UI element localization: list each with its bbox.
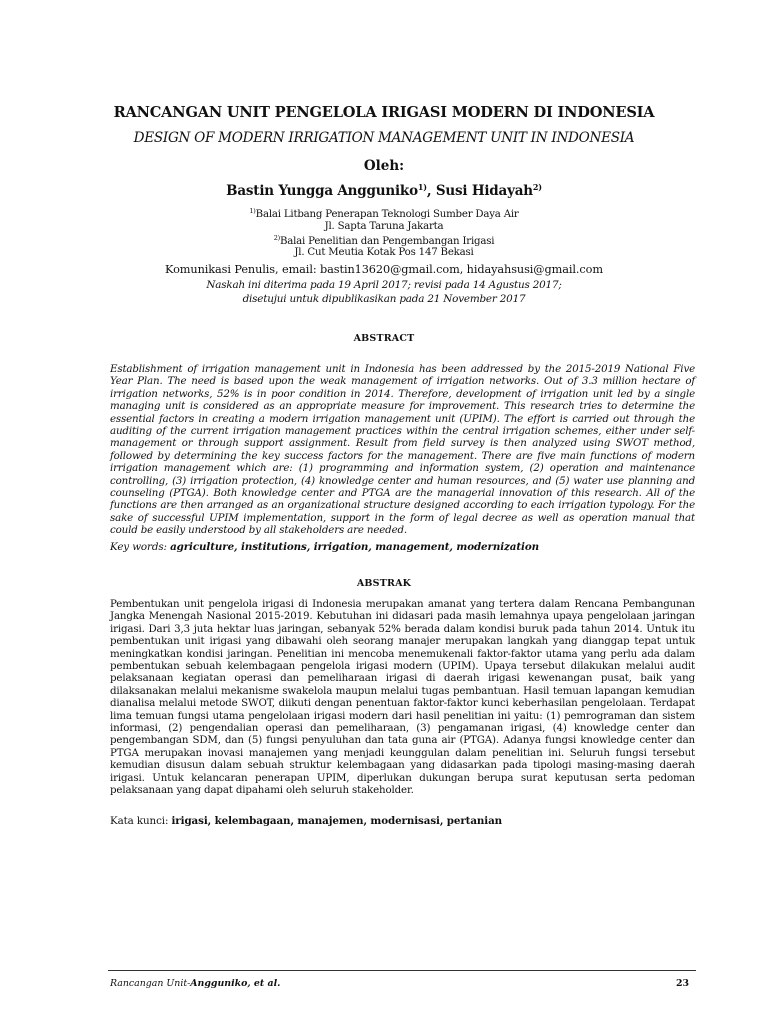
running-footer-title: Rancangan Unit- xyxy=(110,978,191,989)
keywords-values: agriculture, institutions, irrigation, management, modernization xyxy=(170,541,539,553)
author-1-marker: 1) xyxy=(417,182,427,192)
author-communication: Komunikasi Penulis, email: bastin13620@gmail.com, hidayahsusi@gmail.com xyxy=(165,263,603,276)
keywords-label: Key words: xyxy=(110,541,171,553)
page-number: 23 xyxy=(676,978,690,989)
abstrak-heading: ABSTRAK xyxy=(356,578,412,589)
footer-rule xyxy=(108,970,696,971)
author-separator: , xyxy=(426,183,436,199)
oleh-label: Oleh: xyxy=(363,158,405,174)
author-line xyxy=(0,182,768,199)
approved-date: disetujui untuk dipublikasikan pada 21 November 2017 xyxy=(242,293,526,305)
affiliation-2-text: Balai Penelitian dan Pengembangan Irigasi xyxy=(279,236,495,247)
received-dates: Naskah ini diterima pada 19 April 2017; revisi pada 14 Agustus 2017; xyxy=(206,279,562,291)
kata-kunci-values: irigasi, kelembagaan, manajemen, modernisasi, pertanian xyxy=(171,815,503,827)
abstract-heading: ABSTRACT xyxy=(353,333,415,344)
paper-title: RANCANGAN UNIT PENGELOLA IRIGASI MODERN DI INDONESIA xyxy=(113,104,655,121)
running-footer-authors: Angguniko, et al. xyxy=(190,978,281,989)
abstrak-text: Pembentukan unit pengelola irigasi di Indonesia merupakan amanat yang tertera dalam Rencana Pembangunan Jangka Menengah Nasional 2015-2019. Kebutuhan ini didasari pada masih lemahnya upaya pengelolaan jaringan irigasi. Dari 3,3 juta hektar luas jaringan, sebanyak 52% berada dalam kondisi buruk pada tahun 2014. Untuk itu pembentukan unit irigasi yang dibawahi oleh seorang manajer merupakan langkah yang dianggap tepat untuk meningkatkan kondisi jaringan. Penelitian ini mencoba menemukenali faktor-faktor utama yang perlu ada dalam pembentukan sebuah kelembagaan pengelola irigasi modern (UPIM). Upaya tersebut dilakukan melalui audit pelaksanaan kegiatan operasi dan pemeliharaan irigasi di daerah irigasi kewenangan pusat, baik yang dilaksanakan melalui mekanisme swakelola maupun melalui tugas pembantuan. Hasil temuan lapangan kemudian dianalisa melalui metode SWOT, diikuti dengan penentuan faktor-faktor kunci keberhasilan pengelolaan. Terdapat lima temuan fungsi utama pengelolaan irigasi modern dari hasil penelitian ini yaitu: (1) pemrograman dan sistem informasi, (2) pengendalian operasi dan pemeliharaan, (3) pengamanan irigasi, (4) knowledge center dan pengembangan SDM, dan (5) fungsi penyuluhan dan tata guna air (PTGA). Adanya fungsi knowledge center dan PTGA merupakan inovasi manajemen yang menjadi keunggulan dalam penelitian ini. Seluruh fungsi tersebut kemudian disusun dalam sebuah struktur kelembagaan yang didasarkan pada tipologi masing-masing daerah irigasi. Untuk kelancaran penerapan UPIM, diperlukan dukungan berupa surat keputusan serta pedoman pelaksanaan yang dapat dipahami oleh seluruh stakeholder. xyxy=(110,598,695,797)
author-2-marker: 2) xyxy=(532,182,542,192)
kata-kunci-label: Kata kunci: xyxy=(110,815,172,827)
abstract-text: Establishment of irrigation management unit in Indonesia has been addressed by the 2015-2019 National Five Year Plan. The need is based upon the weak management of irrigation networks. Out of 3.3 million hectare of irrigation networks, 52% is in poor condition in 2014. Therefore, development of irrigation unit led by a single managing unit is considered as an appropriate measure for improvement. This research tries to determine the essential factors in creating a modern irrigation management unit (UPIM). The effort is carried out through the auditing of the current irrigation management practices within the central irrigation schemes, either under self-management or through support assignment. Result from field survey is then analyzed using SWOT method, followed by determining the key success factors for the management. There are five main functions of modern irrigation management which are: (1) programming and information system, (2) operation and maintenance controlling, (3) irrigation protection, (4) knowledge center and human resources, and (5) water use planning and counseling (PTGA). Both knowledge center and PTGA are the managerial innovation of this research. All of the functions are then arranged as an organizational structure designed according to each irrigation typology. For the sake of successful UPIM implementation, support in the form of legal decree as well as operation manual that could be easily understood by all stakeholders are needed. xyxy=(110,363,695,537)
kata-kunci-line xyxy=(110,815,502,827)
author-2: Susi Hidayah xyxy=(435,183,533,199)
affiliation-2-address: Jl. Cut Meutia Kotak Pos 147 Bekasi xyxy=(294,247,474,258)
paper-subtitle: DESIGN OF MODERN IRRIGATION MANAGEMENT UNIT IN INDONESIA xyxy=(133,130,635,146)
affiliation-2-marker: 2) xyxy=(273,234,280,242)
affiliation-2-name xyxy=(0,234,768,247)
keywords-line xyxy=(110,541,539,553)
affiliation-1-name xyxy=(0,207,768,220)
affiliation-1-text: Balai Litbang Penerapan Teknologi Sumber Daya Air xyxy=(255,209,519,220)
affiliation-1-marker: 1) xyxy=(249,207,256,215)
affiliation-1-address: Jl. Sapta Taruna Jakarta xyxy=(324,221,444,232)
author-1: Bastin Yungga Angguniko xyxy=(226,183,418,199)
running-footer xyxy=(110,978,280,989)
